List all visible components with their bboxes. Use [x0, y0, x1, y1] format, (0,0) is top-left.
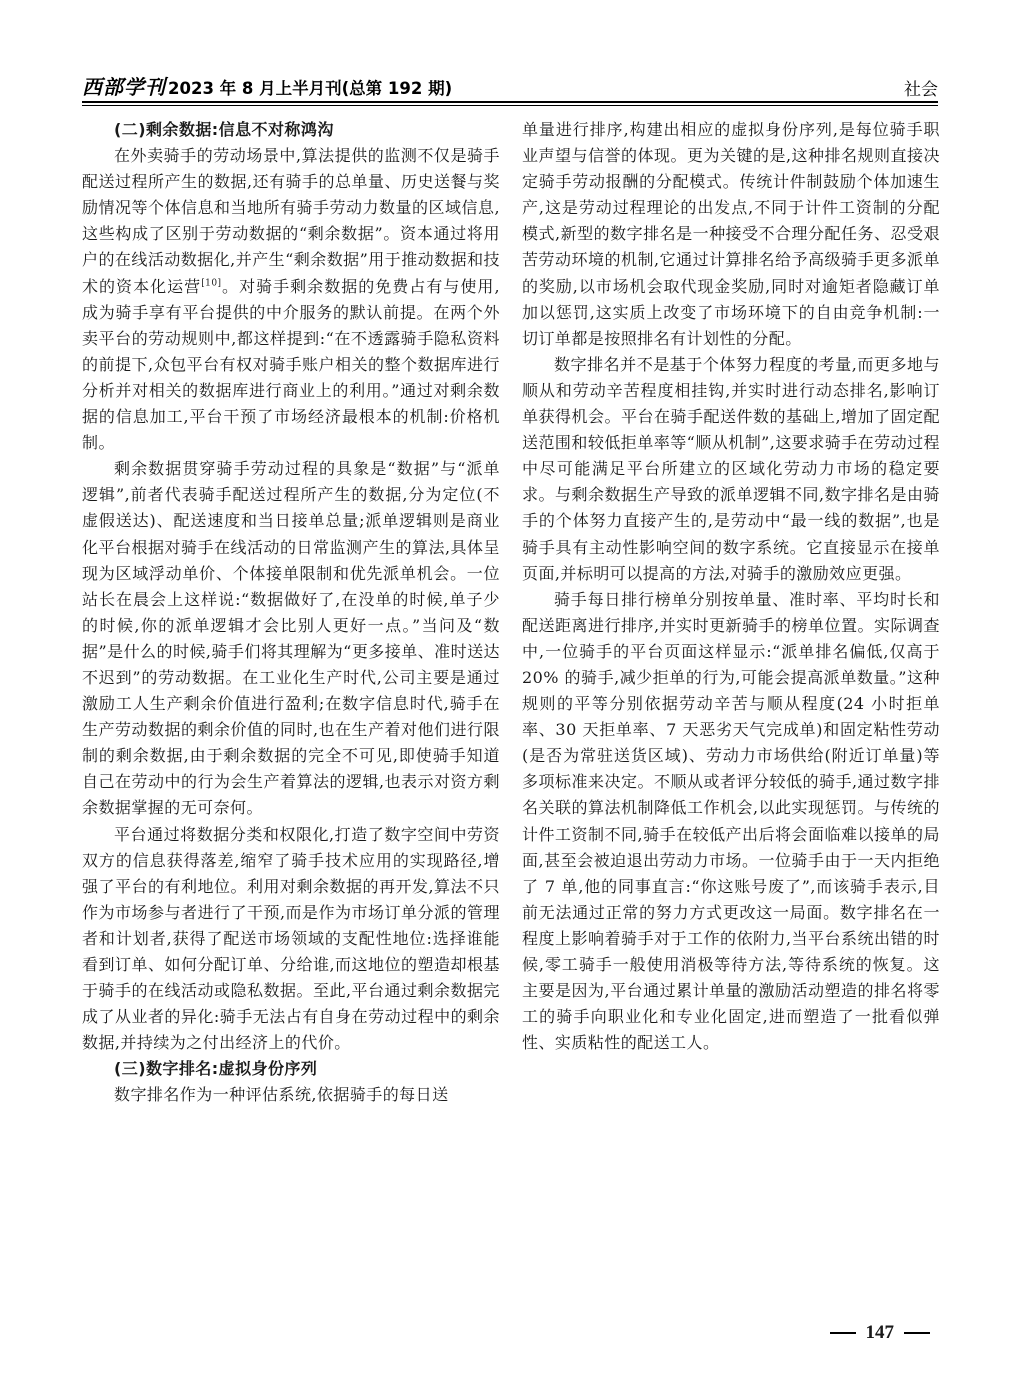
section-heading-2: (二)剩余数据:信息不对称鸿沟: [114, 120, 334, 139]
paragraph-text: 在外卖骑手的劳动场景中,算法提供的监测不仅是骑手配送过程所产生的数据,还有骑手的总单量、历史送餐与奖励情况等个体信息和当地所有骑手劳动力数量的区域信息,这些构成了区别于劳动数据的“剩余数据”。资本通过将用户的在线活动数据化,并产生“剩余数据”用于推动数据和技术的资本化运营: [82, 146, 500, 296]
section-heading-3: (三)数字排名:虚拟身份序列: [114, 1059, 318, 1079]
journal-logo: 西部学刊: [82, 75, 166, 99]
paragraph-text: 。对骑手剩余数据的免费占有与使用,成为骑手享有平台提供的中介服务的默认前提。在两个外卖平台的劳动规则中,都这样提到:“在不透露骑手隐私资料的前提下,众包平台有权对骑手账户相关的整个数据库进行分析并对相关的数据库进行商业上的利用。”通过对剩余数据的信息加工,平台干预了市场经济最根本的机制:价格机制。: [82, 276, 500, 453]
paragraph: 数字排名作为一种评估系统,依据骑手的每日送: [114, 1085, 449, 1105]
page-header: [82, 70, 938, 100]
paragraph: 数字排名并不是基于个体努力程度的考量,而更多地与顺从和劳动辛苦程度相挂钩,并实时进行动态排名,影响订单获得机会。平台在骑手配送件数的基础上,增加了固定配送范围和较低拒单率等“顺从机制”,这要求骑手在劳动过程中尽可能满足平台所建立的区域化劳动力市场的稳定要求。与剩余数据生产导致的派单逻辑不同,数字排名是由骑手的个体努力直接产生的,是劳动中“最一线的数据”,也是骑手具有主动性影响空间的数字系统。它直接显示在接单页面,并标明可以提高的方法,对骑手的激励效应更强。: [522, 354, 940, 583]
paragraph: 剩余数据贯穿骑手劳动过程的具象是“数据”与“派单逻辑”,前者代表骑手配送过程所产生的数据,分为定位(不虚假送达)、配送速度和当日接单总量;派单逻辑则是商业化平台根据对骑手在线活动的日常监测产生的算法,具体呈现为区域浮动单价、个体接单限制和优先派单机会。一位站长在晨会上这样说:“数据做好了,在没单的时候,单子少的时候,你的派单逻辑才会比别人更好一点。”当问及“数据”是什么的时候,骑手们将其理解为“更多接单、准时送达不迟到”的劳动数据。在工业化生产时代,公司主要是通过激励工人生产剩余价值进行盈利;在数字信息时代,骑手在生产劳动数据的剩余价值的同时,也在生产着对他们进行限制的剩余数据,由于剩余数据的完全不可见,即使骑手知道自己在劳动中的行为会生产着算法的逻辑,也表示对资方剩余数据掌握的无可奈何。: [82, 459, 500, 818]
left-column: [82, 117, 500, 1109]
page-number: [830, 1322, 931, 1344]
section-name: 社会: [904, 80, 938, 100]
paragraph: [82, 143, 500, 456]
header-left: [82, 71, 452, 100]
header-rule-thin: [82, 105, 938, 106]
page-number-text: 147: [865, 1322, 894, 1343]
header-rule-thick: [82, 101, 938, 103]
paragraph-continuation: 单量进行排序,构建出相应的虚拟身份序列,是每位骑手职业声望与信誉的体现。更为关键的是,这种排名规则直接决定骑手劳动报酬的分配模式。传统计件制鼓励个体加速生产,这是劳动过程理论的出发点,不同于计件工资制的分配模式,新型的数字排名是一种接受不合理分配任务、忍受艰苦劳动环境的机制,它通过计算排名给予高级骑手更多派单的奖励,以市场机会取代现金奖励,同时对逾矩者隐藏订单加以惩罚,这实质上改变了市场环境下的自由竞争机制:一切订单都是按照排名有计划性的分配。: [522, 120, 940, 348]
paragraph: 骑手每日排行榜单分别按单量、准时率、平均时长和配送距离进行排序,并实时更新骑手的榜单位置。实际调查中,一位骑手的平台页面这样显示:“派单排名偏低,仅高于 20% 的骑手,减少拒单的行为,可能会提高派单数量。”这种规则的平等分别依据劳动辛苦与顺从程度(24 小时拒单率、30 天拒单率、7 天恶劣天气完成单)和固定粘性劳动(是否为常驻送货区域)、劳动力市场供给(附近订单量)等多项标准来决定。不顺从或者评分较低的骑手,通过数字排名关联的算法机制降低工作机会,以此实现惩罚。与传统的计件工资制不同,骑手在较低产出后将会面临难以接单的局面,甚至会被迫退出劳动力市场。一位骑手由于一天内拒绝了 7 单,他的同事直言:“你这账号废了”,而该骑手表示,目前无法通过正常的努力方式更改这一局面。数字排名在一程度上影响着骑手对于工作的依附力,当平台系统出错的时候,零工骑手一般使用消极等待方法,等待系统的恢复。这主要是因为,平台通过累计单量的激励活动塑造的排名将零工的骑手向职业化和专业化固定,进而塑造了一批看似弹性、实质粘性的配送工人。: [522, 589, 940, 1053]
dash-left: [830, 1332, 856, 1334]
dash-right: [904, 1332, 930, 1334]
citation: [10]: [201, 278, 222, 289]
issue-info: 2023 年 8 月上半月刊(总第 192 期): [168, 79, 453, 98]
paragraph: 平台通过将数据分类和权限化,打造了数字空间中劳资双方的信息获得落差,缩窄了骑手技术应用的实现路径,增强了平台的有利地位。利用对剩余数据的再开发,算法不只作为市场参与者进行了干预,而是作为市场订单分派的管理者和计划者,获得了配送市场领域的支配性地位:选择谁能看到订单、如何分配订单、分给谁,而这地位的塑造却根基于骑手的在线活动或隐私数据。至此,平台通过剩余数据完成了从业者的异化:骑手无法占有自身在劳动过程中的剩余数据,并持续为之付出经济上的代价。: [82, 824, 500, 1053]
right-column: [522, 117, 940, 1056]
